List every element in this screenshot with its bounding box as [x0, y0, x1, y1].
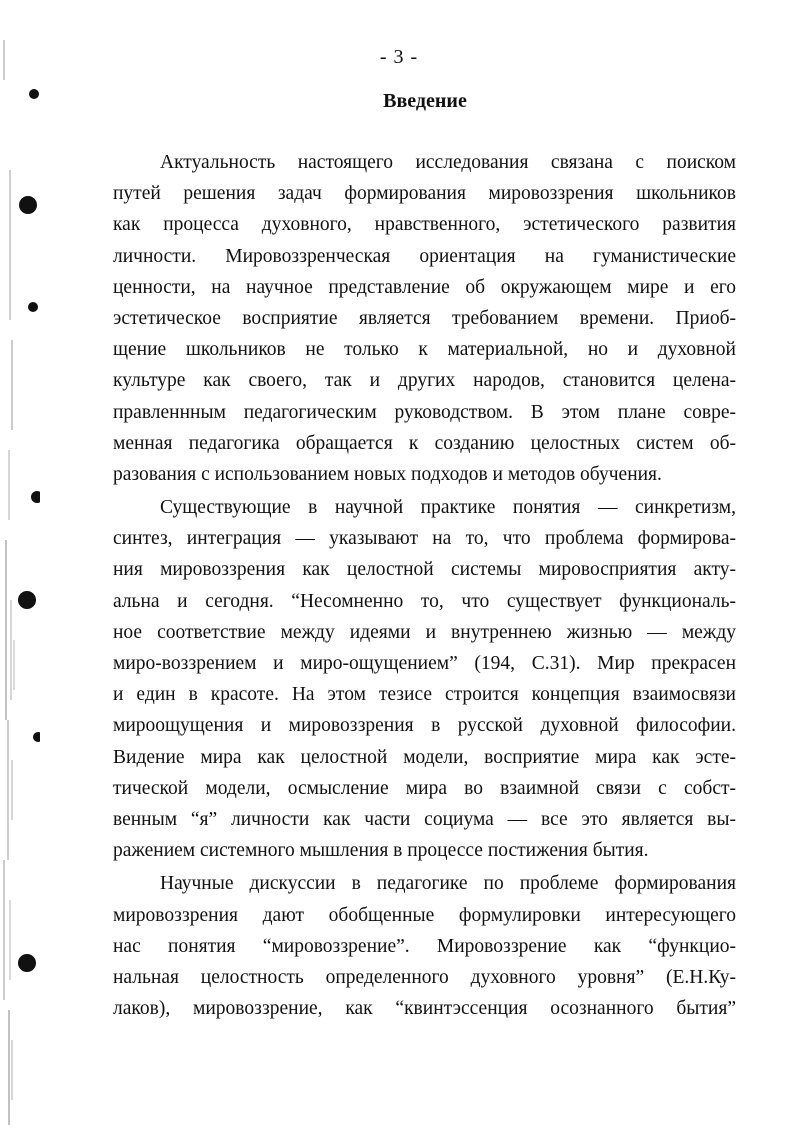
text-line: личности. Мировоззренческая ориентация на гуманистические	[113, 245, 736, 267]
text-line: венным “я” личности как части социума — все это является вы-	[113, 808, 736, 830]
text-line: и един в красоте. На этом тезисе строится концепция взаимосвязи	[113, 684, 736, 706]
binder-hole	[18, 954, 36, 972]
text-line: разования с использованием новых подходов и методов обучения.	[113, 463, 662, 485]
paragraph	[113, 147, 736, 490]
scan-left-edge	[0, 0, 40, 1129]
body-text	[113, 147, 736, 1024]
scan-edge-streaks	[4, 40, 14, 1125]
text-line: Видение мира как целостной модели, восприятие мира как эсте-	[113, 746, 736, 768]
paragraph	[113, 492, 736, 866]
binder-hole	[33, 732, 40, 742]
text-line: нальная целостность определенного духовного уровня” (Е.Н.Ку-	[113, 966, 736, 988]
text-line: ражением системного мышления в процессе постижения бытия.	[113, 840, 649, 862]
text-line: ное соответствие между идеями и внутреннею жизнью — между	[113, 621, 736, 643]
text-line: как процесса духовного, нравственного, эстетического развития	[113, 214, 736, 236]
text-line: миро-воззрением и миро-ощущением” (194, С.31). Мир прекрасен	[113, 653, 736, 674]
text-line: эстетическое восприятие является требованием времени. Приоб-	[113, 307, 736, 329]
text-line: альна и сегодня. “Несомненно то, что существует функциональ-	[113, 590, 736, 612]
paragraph	[113, 868, 736, 1024]
binder-hole	[31, 491, 40, 503]
text-line: менная педагогика обращается к созданию целостных систем об-	[113, 432, 736, 454]
binder-hole	[28, 302, 38, 312]
text-line: ценности, на научное представление об окружающем мире и его	[113, 276, 736, 298]
text-line: правленнным педагогическим руководством. В этом плане совре-	[113, 401, 736, 423]
binder-hole	[18, 591, 36, 609]
text-line: синтез, интеграция — указывают на то, что проблема формирова-	[113, 528, 736, 550]
text-line: Научные дискуссии в педагогике по проблеме формирования	[160, 873, 736, 895]
text-line: мироощущения и мировоззрения в русской духовной философии.	[113, 715, 736, 737]
text-line: нас понятия “мировоззрение”. Мировоззрение как “функцио-	[113, 935, 736, 957]
text-line: ния мировоззрения как целостной системы мировосприятия акту-	[113, 559, 736, 581]
text-line: Актуальность настоящего исследования связана с поиском	[160, 152, 736, 173]
binder-hole	[19, 196, 37, 214]
text-line: мировоззрения дают обобщенные формулировки интересующего	[113, 904, 736, 926]
text-line: щение школьников не только к материальной, но и духовной	[113, 339, 736, 361]
page-number: - 3 -	[379, 46, 419, 68]
text-line: тической модели, осмысление мира во взаимной связи с собст-	[113, 777, 736, 799]
text-line: культуре как своего, так и других народов, становится целена-	[113, 370, 736, 392]
binder-holes	[18, 89, 40, 972]
text-line: путей решения задач формирования мировоззрения школьников	[113, 183, 736, 205]
text-line: лаков), мировоззрение, как “квинтэссенция осознанного бытия”	[113, 998, 736, 1020]
section-heading: Введение	[383, 90, 467, 112]
text-line: Существующие в научной практике понятия — синкретизм,	[160, 497, 736, 519]
